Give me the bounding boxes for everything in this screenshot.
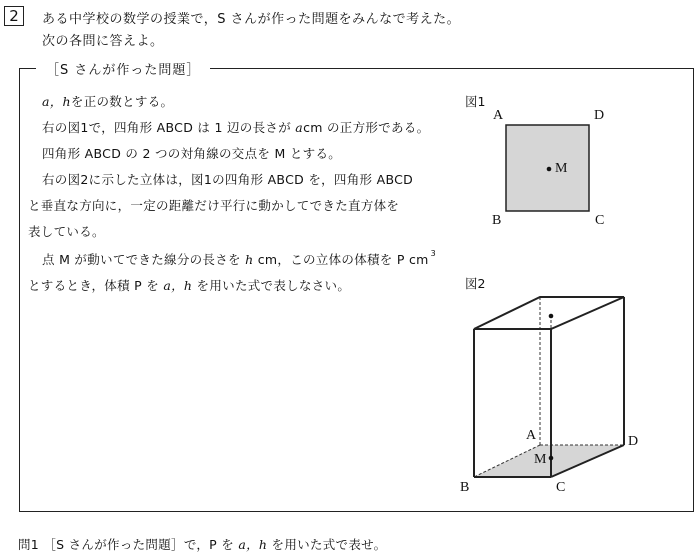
fig1-label-b: B (492, 213, 502, 228)
problem-line-7-pre: 点 M が動いてできた線分の長さを (42, 252, 246, 267)
fig2-label-c: C (556, 480, 566, 495)
fig2-label-a: A (526, 428, 537, 443)
var-a: a (295, 120, 304, 135)
vars-a-h: a，h (42, 94, 71, 109)
problem-line-4: 右の図2に示した立体は，図1の四角形 ABCD を，四角形 ABCD (42, 172, 414, 187)
problem-line-1-text: を正の数とする。 (70, 94, 174, 109)
problem-line-8-post: を用いた式で表しなさい。 (192, 278, 351, 293)
question-number-box: 2 (4, 6, 24, 26)
fig2-label-m: M (534, 452, 547, 467)
question-1-pre: 問1 ［S さんが作った問題］で，P を (18, 537, 239, 552)
problem-line-3: 四角形 ABCD の 2 つの対角線の交点を M とする。 (42, 146, 342, 161)
intro-line-2: 次の各問に答えよ。 (42, 34, 164, 49)
fig1-label-a: A (493, 108, 504, 123)
cubic-superscript: 3 (430, 249, 437, 258)
frame-title: ［S さんが作った問題］ (36, 59, 210, 78)
point-m-top (549, 314, 554, 319)
problem-line-6: 表している。 (28, 224, 105, 239)
fig1-label-c: C (595, 213, 605, 228)
point-m-bottom (549, 456, 554, 461)
figure-2-label: 図2 (465, 276, 486, 291)
problem-line-7-post: cm，この立体の体積を P cm (253, 252, 429, 267)
bottom-face-abcd (474, 445, 624, 477)
vars-a-h-2: a，h (163, 278, 193, 293)
intro-line-1: ある中学校の数学の授業で，S さんが作った問題をみんなで考えた。 (42, 12, 461, 27)
question-1-vars: a，h (238, 537, 268, 552)
question-1-post: を用いた式で表せ。 (267, 537, 387, 552)
fig1-label-m: M (555, 161, 568, 176)
var-h: h (245, 252, 254, 267)
problem-line-2-pre: 右の図1で，四角形 ABCD は 1 辺の長さが (42, 120, 296, 135)
fig2-label-b: B (460, 480, 470, 495)
figure-1-label: 図1 (465, 94, 486, 109)
top-face (474, 297, 624, 329)
fig2-label-d: D (628, 434, 639, 449)
problem-line-2-post: cm の正方形である。 (303, 120, 430, 135)
fig1-label-d: D (594, 108, 605, 123)
problem-line-8-pre: とするとき，体積 P を (28, 278, 164, 293)
problem-line-5: と垂直な方向に，一定の距離だけ平行に動かしてできた直方体を (28, 198, 400, 213)
question-1 (18, 535, 386, 553)
